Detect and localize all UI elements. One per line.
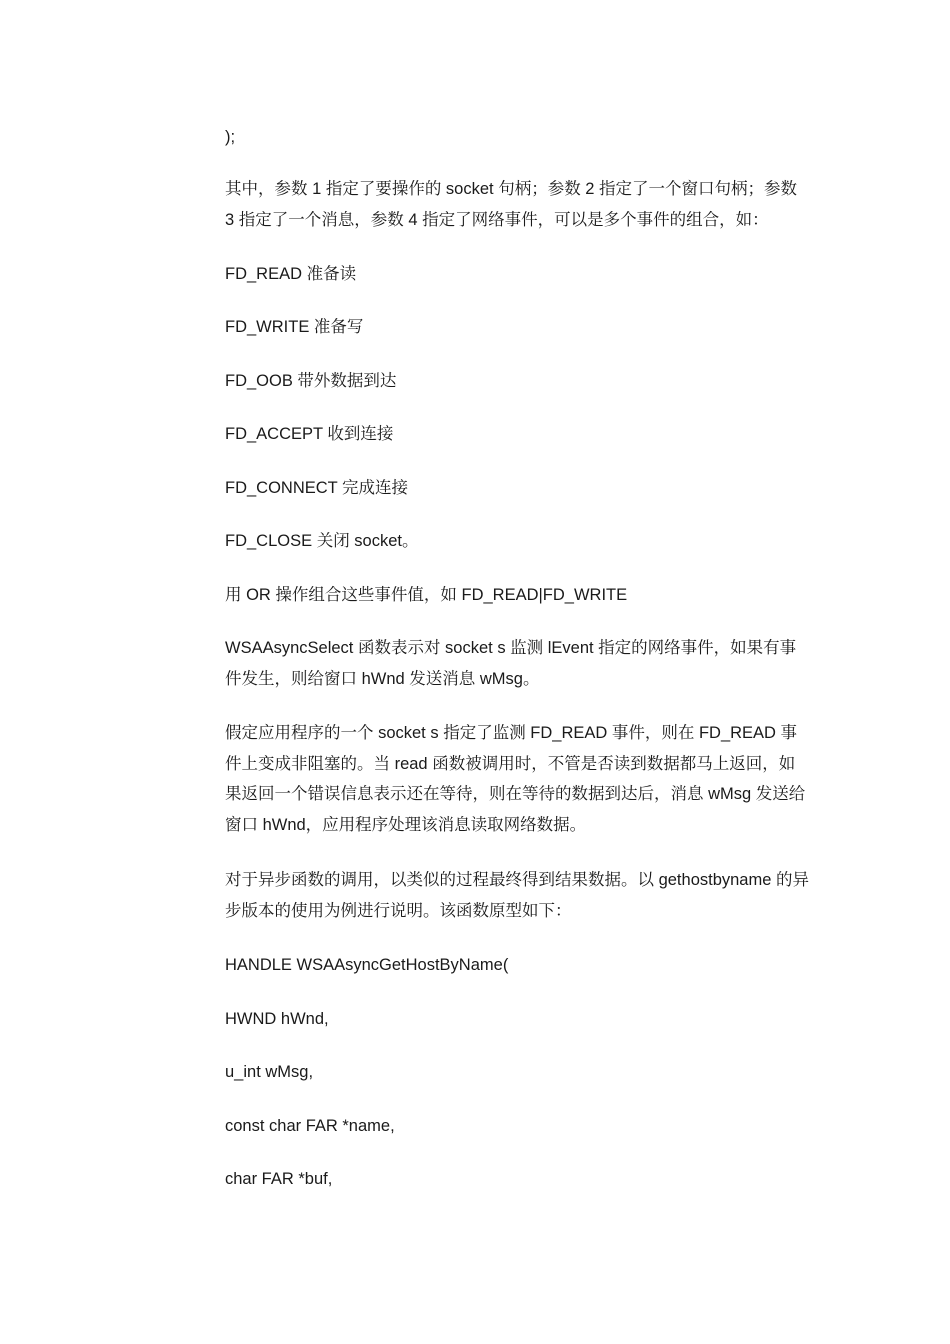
code-closing-line: ); [225,128,236,146]
code-param-wmsg: u_int wMsg, [225,1063,314,1081]
code-param-buf: char FAR *buf, [225,1170,333,1188]
event-fd-close: FD_CLOSE 关闭 socket。 [225,532,419,550]
code-param-name: const char FAR *name, [225,1117,395,1135]
event-fd-connect: FD_CONNECT 完成连接 [225,479,409,497]
or-combination-paragraph: 用 OR 操作组合这些事件值，如 FD_READ|FD_WRITE [225,586,628,604]
fd-read-example-paragraph: 假定应用程序的一个 socket s 指定了监测 FD_READ 事件，则在 FD_READ 事件上变成非阻塞的。当 read 函数被调用时，不管是否读到数据都马上返回，如果返回一个错误信息表示还在等待，则在等待的数据到达后，消息 wMsg 发送给窗口 hWnd，应用程序处理该消息读取网络数据。 [225,724,806,834]
wsaasyncselect-description-paragraph: WSAAsyncSelect 函数表示对 socket s 监测 lEvent 指定的网络事件，如果有事件发生，则给窗口 hWnd 发送消息 wMsg。 [225,639,797,688]
event-fd-write: FD_WRITE 准备写 [225,318,364,336]
async-function-intro-paragraph: 对于异步函数的调用，以类似的过程最终得到结果数据。以 gethostbyname 的异步版本的使用为例进行说明。该函数原型如下： [225,871,809,920]
code-function-signature: HANDLE WSAAsyncGetHostByName( [225,956,509,974]
code-param-hwnd: HWND hWnd, [225,1010,329,1028]
parameter-description-paragraph: 其中，参数 1 指定了要操作的 socket 句柄；参数 2 指定了一个窗口句柄；参数 3 指定了一个消息，参数 4 指定了网络事件，可以是多个事件的组合，如： [225,180,798,229]
event-fd-oob: FD_OOB 带外数据到达 [225,372,397,390]
event-fd-accept: FD_ACCEPT 收到连接 [225,425,394,443]
event-fd-read: FD_READ 准备读 [225,265,357,283]
